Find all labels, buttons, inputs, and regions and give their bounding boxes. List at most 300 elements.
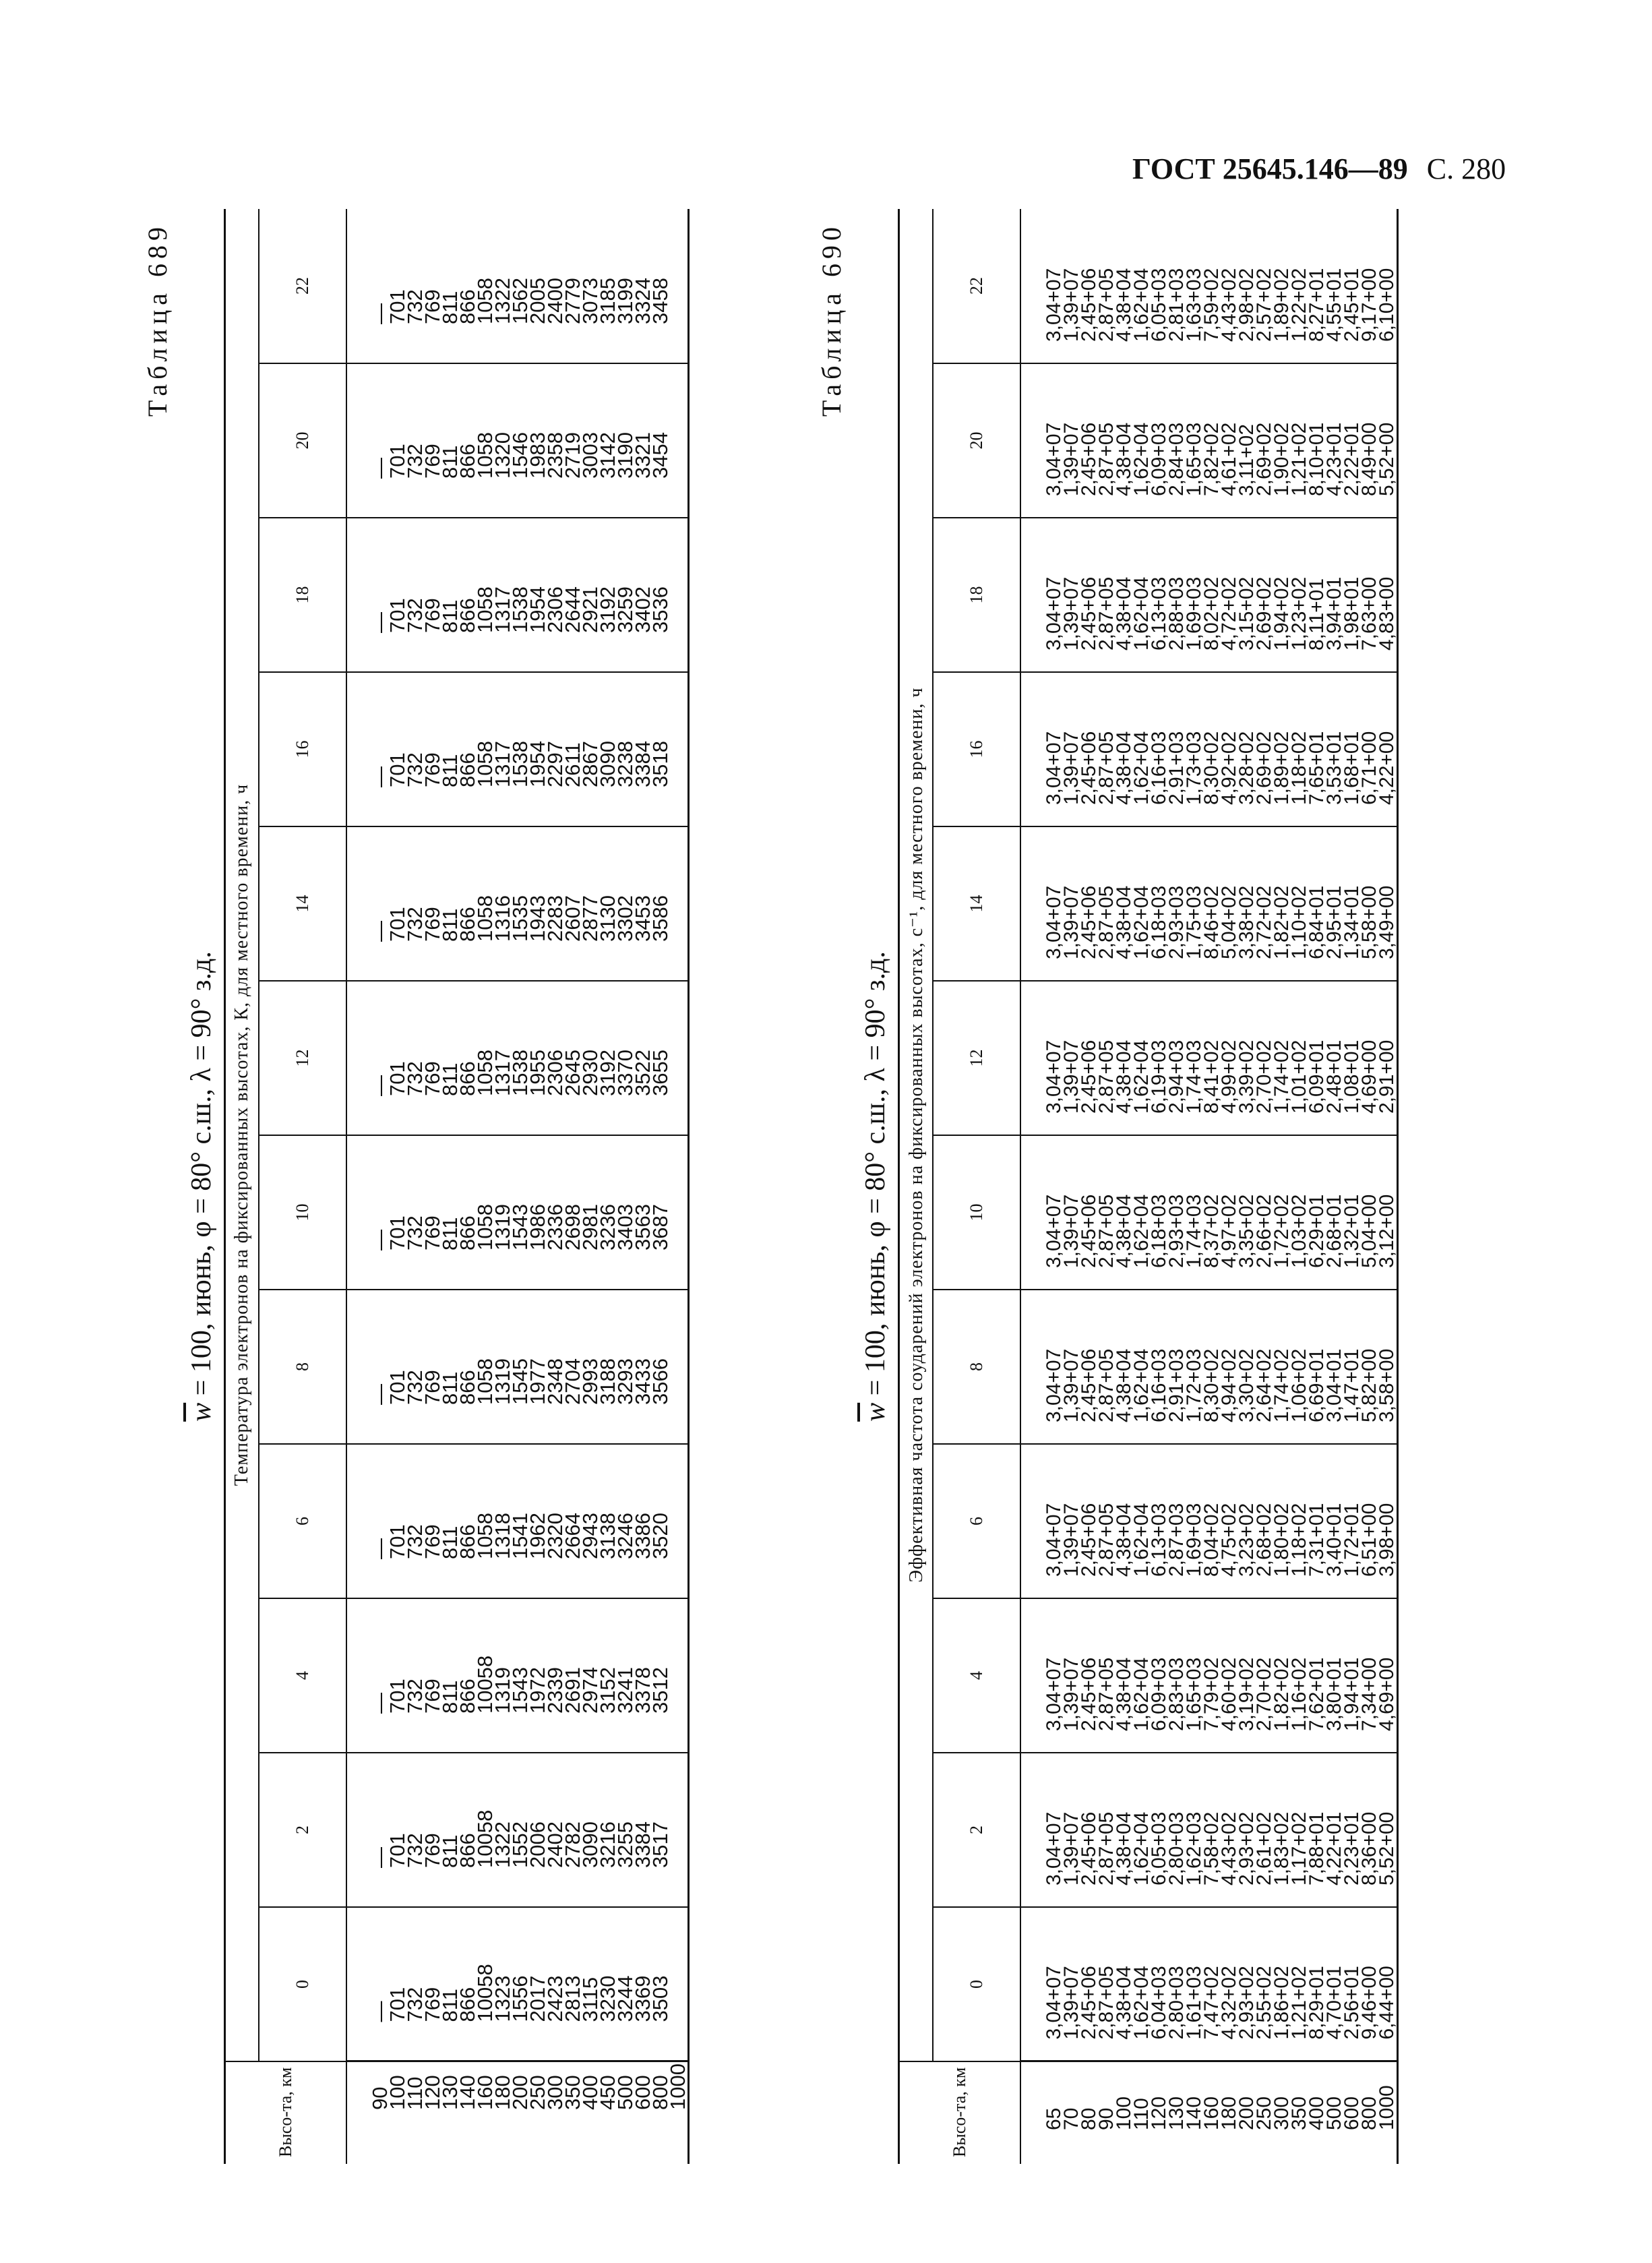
- table-cell: 1317: [491, 741, 514, 787]
- table-cell: 3230: [596, 1975, 619, 2022]
- table-cell: 2,69+02: [1253, 576, 1275, 651]
- table-cell: 9,17+00: [1358, 268, 1380, 342]
- table-cell: 2,87+05: [1095, 1039, 1118, 1114]
- table-cell: 1,69+03: [1183, 576, 1205, 651]
- table-cell: 866: [456, 752, 479, 787]
- table-cell: 2,48+01: [1323, 1039, 1345, 1114]
- hour-header: 14: [933, 826, 1020, 981]
- table-cell: 732: [403, 598, 427, 633]
- table-cell: 769: [421, 1061, 444, 1096]
- table-cell: 2,57+02: [1253, 268, 1275, 342]
- table-cell: 3003: [578, 432, 602, 479]
- table-cell: 6,71+00: [1358, 731, 1380, 805]
- table-cell: 5,58+00: [1358, 885, 1380, 959]
- table-cell: 732: [403, 1061, 427, 1096]
- table-cell: 811: [438, 754, 462, 787]
- table-cell: 3,94+01: [1323, 576, 1345, 651]
- table-cell: 8,49+00: [1358, 422, 1380, 496]
- hour-column: [346, 1290, 689, 1444]
- table-caption: [853, 209, 898, 2164]
- table-cell: 1323: [491, 1975, 514, 2022]
- table-cell: 811: [438, 1217, 462, 1250]
- table-cell: 2930: [578, 1050, 602, 1096]
- altitude-value: 800: [1358, 2096, 1380, 2130]
- altitude-header: Высо-та, км: [225, 2061, 347, 2164]
- table-cell: 866: [456, 1679, 479, 1714]
- table-cell: 4,38+04: [1113, 1657, 1135, 1731]
- table-cell: 2877: [578, 895, 602, 942]
- table-cell: 2,93+03: [1165, 885, 1188, 959]
- table-cell: 2283: [543, 895, 567, 942]
- table-cell: 1535: [508, 895, 532, 942]
- table-cell: 769: [421, 1679, 444, 1714]
- table-cell: 2,45+06: [1078, 1194, 1100, 1268]
- table-cell: 769: [421, 1987, 444, 2022]
- table-cell: 1316: [491, 895, 514, 942]
- altitude-value: 500: [1323, 2096, 1345, 2130]
- table-cell: 3130: [596, 895, 619, 942]
- hour-header: 20: [259, 363, 346, 518]
- table-cell: 701: [386, 1215, 409, 1250]
- hour-column: [346, 981, 689, 1135]
- table-cell: 1,39+07: [1060, 268, 1082, 342]
- table-cell: 2348: [543, 1358, 567, 1405]
- table-cell: 6,19+03: [1148, 1039, 1170, 1114]
- altitude-value: 300: [1271, 2096, 1293, 2130]
- table-cell: 2,22+01: [1341, 422, 1363, 496]
- table-cell: 3,04+07: [1043, 268, 1065, 342]
- table-cell: 1,73+03: [1183, 731, 1205, 805]
- table-cell: 3,40+01: [1323, 1503, 1345, 1577]
- table-cell: 1,03+02: [1288, 1194, 1310, 1268]
- table-cell: 6,09+03: [1148, 1657, 1170, 1731]
- table-cell: 2664: [561, 1513, 584, 1559]
- table-cell: 2423: [543, 1975, 567, 2022]
- altitude-header: Высо-та, км: [899, 2061, 1021, 2164]
- table-cell: 1,80+02: [1271, 1503, 1293, 1577]
- table-cell: 2,55+02: [1253, 1966, 1275, 2040]
- table-cell: 4,38+04: [1113, 1966, 1135, 2040]
- hour-header: 16: [933, 672, 1020, 826]
- table-cell: 2,81+03: [1165, 268, 1188, 342]
- table-cell: 3,15+02: [1235, 576, 1258, 651]
- table-cell: 2,45+06: [1078, 731, 1100, 805]
- table-cell: —: [368, 1693, 392, 1714]
- altitude-column: [346, 2061, 689, 2164]
- table-cell: 811: [438, 908, 462, 942]
- hours-header-row: [933, 209, 1020, 2164]
- table-cell: 1,62+04: [1130, 1657, 1153, 1731]
- altitude-value: 250: [526, 2075, 549, 2110]
- table-cell: 7,59+02: [1200, 268, 1223, 342]
- table-cell: 6,13+03: [1148, 1503, 1170, 1577]
- table-cell: 769: [421, 752, 444, 787]
- table-cell: 2,45+06: [1078, 1966, 1100, 2040]
- table-cell: 1,94+01: [1341, 1657, 1363, 1731]
- table-cell: 2981: [578, 1204, 602, 1250]
- table-cell: 10058: [473, 1809, 497, 1868]
- altitude-value: 100: [1113, 2096, 1135, 2130]
- table-cell: 769: [421, 1215, 444, 1250]
- table-cell: 3503: [648, 1975, 672, 2022]
- table-cell: 732: [403, 1679, 427, 1714]
- table-cell: 811: [438, 291, 462, 324]
- altitude-value: 300: [543, 2075, 567, 2110]
- table-cell: 1,01+02: [1288, 1039, 1310, 1114]
- table-cell: 1,62+04: [1130, 268, 1153, 342]
- table-cell: 1317: [491, 1050, 514, 1096]
- table-cell: 3293: [613, 1358, 637, 1405]
- table-cell: 4,43+02: [1218, 1811, 1240, 1885]
- table-cell: 3,12+00: [1376, 1194, 1398, 1268]
- hour-header: 22: [933, 209, 1020, 363]
- table-cell: 2719: [561, 432, 584, 479]
- table-cell: 1,69+03: [1183, 1503, 1205, 1577]
- table-cell: 1,18+02: [1288, 1503, 1310, 1577]
- hour-header: 10: [259, 1135, 346, 1290]
- table-cell: 4,38+04: [1113, 422, 1135, 496]
- table-cell: 2921: [578, 586, 602, 633]
- table-cell: —: [368, 1384, 392, 1405]
- table-cell: 2,91+03: [1165, 1348, 1188, 1422]
- table-cell: 6,16+03: [1148, 1348, 1170, 1422]
- table-cell: 2943: [578, 1513, 602, 1559]
- table-cell: 1,16+02: [1288, 1657, 1310, 1731]
- hour-header: 4: [933, 1598, 1020, 1753]
- table-cell: 1,23+02: [1288, 576, 1310, 651]
- altitude-value: 400: [1306, 2096, 1328, 2130]
- table-cell: 769: [421, 598, 444, 633]
- hour-header: 4: [259, 1598, 346, 1753]
- table-cell: 6,84+01: [1306, 885, 1328, 959]
- table-cell: 2,93+02: [1235, 1811, 1258, 1885]
- hour-column: [1020, 981, 1398, 1135]
- table-cell: 1,74+03: [1183, 1194, 1205, 1268]
- table-cell: 1,39+07: [1060, 1811, 1082, 1885]
- table-cell: 2,80+03: [1165, 1811, 1188, 1885]
- table-cell: 1545: [508, 1358, 532, 1405]
- table-cell: 1,39+07: [1060, 422, 1082, 496]
- table-cell: 2611: [561, 742, 584, 787]
- table-cell: 3190: [613, 432, 637, 479]
- table-cell: 3,04+07: [1043, 1811, 1065, 1885]
- hour-header: 2: [259, 1753, 346, 1907]
- table-cell: 4,60+02: [1218, 1657, 1240, 1731]
- table-cell: 1,89+02: [1271, 268, 1293, 342]
- table-cell: 1,74+02: [1271, 1348, 1293, 1422]
- table-cell: 2,64+02: [1253, 1348, 1275, 1422]
- table-cell: 9,46+00: [1358, 1966, 1380, 2040]
- table-cell: 1,72+03: [1183, 1348, 1205, 1422]
- table-cell: 7,47+02: [1200, 1966, 1223, 2040]
- table-cell: 6,13+03: [1148, 576, 1170, 651]
- table-cell: 2,87+05: [1095, 1811, 1118, 1885]
- table-cell: 1058: [473, 278, 497, 324]
- table-cell: 1,39+07: [1060, 885, 1082, 959]
- table-cell: 4,70+01: [1323, 1966, 1345, 2040]
- table-cell: 1552: [508, 1821, 532, 1868]
- table-cell: 5,04+00: [1358, 1194, 1380, 1268]
- altitude-value: 140: [1183, 2096, 1205, 2130]
- table-cell: 3188: [596, 1358, 619, 1405]
- table-cell: 4,99+02: [1218, 1039, 1240, 1114]
- table-cell: 732: [403, 1215, 427, 1250]
- table-cell: 2,87+05: [1095, 1966, 1118, 2040]
- altitude-value: 1000: [1376, 2085, 1398, 2130]
- table-cell: 3433: [631, 1358, 654, 1405]
- table-cell: 3,04+07: [1043, 576, 1065, 651]
- table-cell: 701: [386, 1679, 409, 1714]
- table-cell: 1538: [508, 586, 532, 633]
- altitude-value: 130: [438, 2075, 462, 2110]
- table-cell: 6,04+03: [1148, 1966, 1170, 2040]
- table-cell: 1,39+07: [1060, 1657, 1082, 1731]
- table-cell: 1,47+01: [1341, 1348, 1363, 1422]
- table-cell: 4,94+02: [1218, 1348, 1240, 1422]
- table-cell: 3185: [596, 278, 619, 324]
- table-cell: 8,36+00: [1358, 1811, 1380, 1885]
- table-cell: 3,30+02: [1235, 1348, 1258, 1422]
- table-cell: 3216: [596, 1821, 619, 1868]
- table-cell: 6,18+03: [1148, 885, 1170, 959]
- table-cell: 2306: [543, 586, 567, 633]
- table-cell: 6,10+00: [1376, 268, 1398, 342]
- table-cell: 2,45+06: [1078, 1503, 1100, 1577]
- table-cell: 1,63+03: [1183, 268, 1205, 342]
- hour-header: 22: [259, 209, 346, 363]
- table-cell: 3,28+02: [1235, 731, 1258, 805]
- table-cell: 2782: [561, 1821, 584, 1868]
- caption-text: = 100, июнь, φ = 80° с.ш., λ = 90° з.д.: [186, 951, 217, 1403]
- table-cell: 1,62+04: [1130, 1039, 1153, 1114]
- table-cell: 2006: [526, 1821, 549, 1868]
- table-cell: 3192: [596, 1050, 619, 1096]
- table-cell: —: [368, 458, 392, 479]
- table-cell: 2,91+00: [1376, 1039, 1398, 1114]
- hour-column: [1020, 672, 1398, 826]
- table-cell: 3,49+00: [1376, 885, 1398, 959]
- table-cell: 4,75+02: [1218, 1503, 1240, 1577]
- table-cell: 2,45+06: [1078, 1348, 1100, 1422]
- table-cell: 1538: [508, 1050, 532, 1096]
- table-cell: 3522: [631, 1050, 654, 1096]
- table-cell: 4,38+04: [1113, 268, 1135, 342]
- table-cell: 732: [403, 444, 427, 479]
- table-cell: 2,70+02: [1253, 1039, 1275, 1114]
- altitude-value: 350: [1288, 2096, 1310, 2130]
- table-cell: 1,62+04: [1130, 576, 1153, 651]
- table-cell: 3259: [613, 586, 637, 633]
- table-cell: 866: [456, 1215, 479, 1250]
- table-cell: 2,68+02: [1253, 1503, 1275, 1577]
- table-cell: 1954: [526, 586, 549, 633]
- altitude-value: 180: [491, 2075, 514, 2110]
- altitude-value: 200: [1235, 2096, 1258, 2130]
- hour-column: [1020, 826, 1398, 981]
- table-cell: 3453: [631, 895, 654, 942]
- table-cell: 2,68+01: [1323, 1194, 1345, 1268]
- table-cell: 3,11+02: [1235, 423, 1258, 496]
- caption-param: $\overline{w}$: [860, 1402, 891, 1422]
- altitude-value: 160: [1200, 2096, 1223, 2130]
- table-cell: 1322: [491, 1821, 514, 1868]
- table-cell: 2704: [561, 1358, 584, 1405]
- hour-header: 18: [259, 518, 346, 672]
- table-cell: 1943: [526, 895, 549, 942]
- table-cell: 6,44+00: [1376, 1966, 1398, 2040]
- table-cell: 1977: [526, 1358, 549, 1405]
- table-cell: 2,84+03: [1165, 422, 1188, 496]
- table-cell: 3563: [631, 1204, 654, 1250]
- table-cell: 1322: [491, 278, 514, 324]
- table-cell: 1,98+01: [1341, 576, 1363, 651]
- hour-column: [346, 363, 689, 518]
- table-cell: 1562: [508, 278, 532, 324]
- table-cell: 732: [403, 1370, 427, 1405]
- page-header: [1132, 152, 1506, 186]
- altitude-value: 100: [386, 2075, 409, 2110]
- table-cell: 1,62+04: [1130, 1348, 1153, 1422]
- table-cell: 8,29+01: [1306, 1966, 1328, 2040]
- altitude-value: 70: [1060, 2107, 1082, 2130]
- table-cell: 3238: [613, 741, 637, 787]
- table-cell: 1,62+04: [1130, 731, 1153, 805]
- table-cell: 1,94+02: [1271, 576, 1293, 651]
- table-cell: 1,72+02: [1271, 1194, 1293, 1268]
- table-cell: 7,65+01: [1306, 731, 1328, 805]
- table-cell: 3,98+00: [1376, 1503, 1398, 1577]
- table-cell: 4,97+02: [1218, 1194, 1240, 1268]
- table-cell: 1,62+04: [1130, 1966, 1153, 2040]
- table-cell: 811: [438, 599, 462, 633]
- table-cell: 3192: [596, 586, 619, 633]
- table-cell: 2,45+06: [1078, 885, 1100, 959]
- table-cell: 3,04+07: [1043, 1503, 1065, 1577]
- table-cell: 3,35+02: [1235, 1194, 1258, 1268]
- table-cell: 4,38+04: [1113, 1194, 1135, 1268]
- table-body-row: [346, 209, 689, 2164]
- table-cell: 1,21+02: [1288, 1966, 1310, 2040]
- table-cell: 1556: [508, 1975, 532, 2022]
- hour-column: [346, 672, 689, 826]
- hour-header: 10: [933, 1135, 1020, 1290]
- table-cell: 701: [386, 752, 409, 787]
- table-cell: 1,65+03: [1183, 1657, 1205, 1731]
- table-cell: 811: [438, 1062, 462, 1096]
- table-cell: 3,04+07: [1043, 1039, 1065, 1114]
- table-cell: 1058: [473, 1358, 497, 1405]
- table-cell: 3369: [631, 1975, 654, 2022]
- hour-column: [346, 1598, 689, 1753]
- table-cell: 701: [386, 444, 409, 479]
- table-cell: 3655: [648, 1050, 672, 1096]
- table-cell: 866: [456, 1987, 479, 2022]
- table-cell: 2,88+03: [1165, 576, 1188, 651]
- table-cell: 1538: [508, 741, 532, 787]
- table-cell: 7,34+00: [1358, 1657, 1380, 1731]
- table-cell: 1,86+02: [1271, 1966, 1293, 2040]
- table-cell: 811: [438, 1989, 462, 2022]
- table-cell: 8,46+02: [1200, 885, 1223, 959]
- table-cell: 701: [386, 598, 409, 633]
- table-cell: 1058: [473, 1204, 497, 1250]
- table-cell: 2,87+05: [1095, 1657, 1118, 1731]
- table-cell: 4,55+01: [1323, 268, 1345, 342]
- hour-header: 8: [259, 1290, 346, 1444]
- table-cell: 2,87+05: [1095, 731, 1118, 805]
- altitude-value: 400: [578, 2075, 602, 2110]
- table-cell: 1,21+02: [1288, 422, 1310, 496]
- table-cell: 2,94+03: [1165, 1039, 1188, 1114]
- hour-column: [1020, 1753, 1398, 1907]
- table-cell: 1,65+03: [1183, 422, 1205, 496]
- table-cell: 4,38+04: [1113, 1811, 1135, 1885]
- table-cell: 4,23+01: [1323, 422, 1345, 496]
- table-cell: 2,95+01: [1323, 885, 1345, 959]
- hour-header: 6: [259, 1444, 346, 1598]
- altitude-value: 140: [456, 2075, 479, 2110]
- table-cell: 2,45+06: [1078, 576, 1100, 651]
- table-690-block: [816, 209, 1399, 2164]
- table-cell: 1,62+04: [1130, 1811, 1153, 1885]
- table-cell: 8,10+01: [1306, 422, 1328, 496]
- table-cell: 866: [456, 289, 479, 324]
- group-header: Эффективная частота соударений электронов на фиксированных высотах, с⁻¹, для местного времени, ч: [899, 209, 934, 2061]
- table-cell: 1319: [491, 1358, 514, 1405]
- table-cell: 4,92+02: [1218, 731, 1240, 805]
- table-cell: 3566: [648, 1358, 672, 1405]
- table-cell: 2607: [561, 895, 584, 942]
- table-cell: 4,61+02: [1218, 422, 1240, 496]
- altitude-value: 110: [403, 2076, 427, 2110]
- altitude-value: 450: [596, 2075, 619, 2110]
- altitude-value: 800: [648, 2075, 672, 2110]
- table-cell: 7,62+01: [1306, 1657, 1328, 1731]
- table-cell: 6,09+03: [1148, 422, 1170, 496]
- table-cell: 2,45+01: [1341, 268, 1363, 342]
- hour-column: [1020, 1907, 1398, 2061]
- table-cell: 701: [386, 1370, 409, 1405]
- altitude-value: 600: [1341, 2096, 1363, 2130]
- table-cell: 866: [456, 444, 479, 479]
- table-cell: —: [368, 612, 392, 633]
- table-cell: 7,58+02: [1200, 1811, 1223, 1885]
- table-cell: 2,93+03: [1165, 1194, 1188, 1268]
- table-cell: 7,82+02: [1200, 422, 1223, 496]
- table-cell: 1,74+02: [1271, 1039, 1293, 1114]
- table-cell: 866: [456, 907, 479, 942]
- table-cell: 3,80+01: [1323, 1657, 1345, 1731]
- altitude-value: 90: [368, 2086, 392, 2110]
- altitude-value: 600: [631, 2075, 654, 2110]
- table-cell: 732: [403, 289, 427, 324]
- altitude-value: 250: [1253, 2096, 1275, 2130]
- table-cell: 7,63+00: [1358, 576, 1380, 651]
- table-cell: 1317: [491, 586, 514, 633]
- table-cell: 6,05+03: [1148, 1811, 1170, 1885]
- table-cell: 4,72+02: [1218, 576, 1240, 651]
- table-cell: 732: [403, 907, 427, 942]
- hour-header: 14: [259, 826, 346, 981]
- data-table: [898, 209, 1399, 2164]
- hour-column: [1020, 1135, 1398, 1290]
- altitude-column: [1020, 2061, 1398, 2164]
- table-cell: 3,04+07: [1043, 885, 1065, 959]
- table-cell: 7,79+02: [1200, 1657, 1223, 1731]
- table-cell: 1318: [491, 1513, 514, 1559]
- table-cell: 2993: [578, 1358, 602, 1405]
- table-cell: 732: [403, 1524, 427, 1559]
